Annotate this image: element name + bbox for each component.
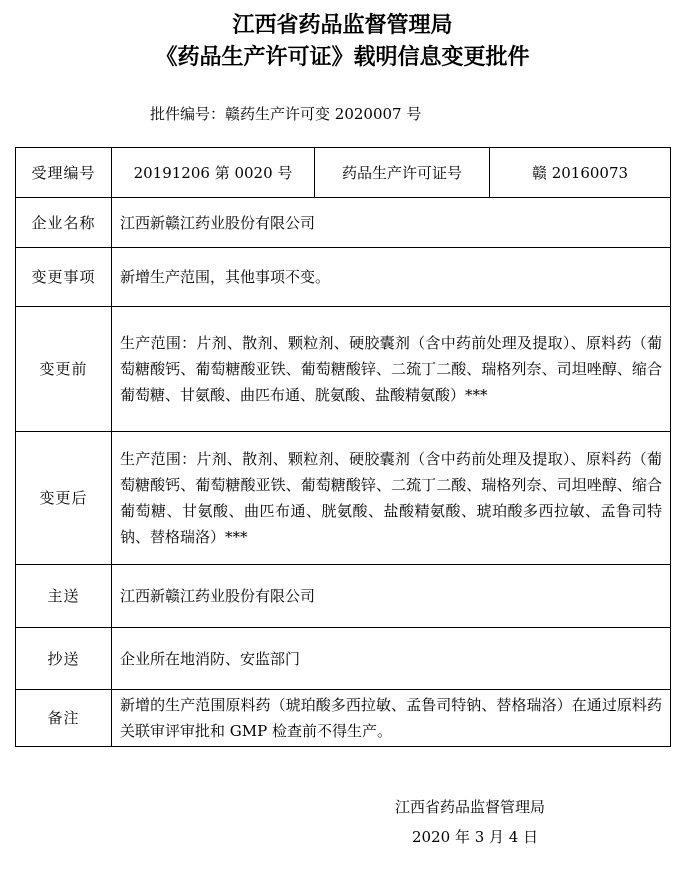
document-title-line1: 江西省药品监督管理局 bbox=[232, 13, 453, 38]
approval-info-table bbox=[15, 147, 671, 747]
table-row-acceptance bbox=[16, 148, 671, 198]
company-name-label: 企业名称 bbox=[16, 198, 112, 248]
document-title-line2: 《药品生产许可证》载明信息变更批件 bbox=[155, 45, 530, 70]
table-row-after bbox=[16, 432, 671, 565]
send-to-label: 主送 bbox=[16, 565, 112, 628]
approval-number: 批件编号：赣药生产许可变 2020007 号 bbox=[150, 105, 422, 123]
table-row-send-to bbox=[16, 565, 671, 628]
acceptance-number-label: 受理编号 bbox=[16, 148, 112, 198]
cc-value: 企业所在地消防、安监部门 bbox=[112, 628, 671, 690]
before-change-value: 生产范围：片剂、散剂、颗粒剂、硬胶囊剂（含中药前处理及提取）、原料药（葡萄糖酸钙、葡萄糖酸亚铁、葡萄糖酸锌、二巯丁二酸、瑞格列奈、司坦唑醇、缩合葡萄糖、甘氨酸、曲匹布通、胱氨酸、盐酸精氨酸）*** bbox=[112, 307, 671, 432]
table-row-before bbox=[16, 307, 671, 432]
acceptance-number-value: 20191206 第 0020 号 bbox=[112, 148, 315, 198]
issue-date: 2020 年 3 月 4 日 bbox=[412, 828, 539, 846]
issuing-organization: 江西省药品监督管理局 bbox=[395, 798, 546, 816]
license-number-label: 药品生产许可证号 bbox=[315, 148, 490, 198]
remark-value: 新增的生产范围原料药（琥珀酸多西拉敏、孟鲁司特钠、替格瑞洛）在通过原料药关联审评审批和 GMP 检查前不得生产。 bbox=[112, 690, 671, 747]
table-row-company bbox=[16, 198, 671, 248]
after-change-value: 生产范围：片剂、散剂、颗粒剂、硬胶囊剂（含中药前处理及提取）、原料药（葡萄糖酸钙、葡萄糖酸亚铁、葡萄糖酸锌、二巯丁二酸、瑞格列奈、司坦唑醇、缩合葡萄糖、甘氨酸、曲匹布通、胱氨酸、盐酸精氨酸、琥珀酸多西拉敏、孟鲁司特钠、替格瑞洛）*** bbox=[112, 432, 671, 565]
table-row-cc bbox=[16, 628, 671, 690]
before-change-label: 变更前 bbox=[16, 307, 112, 432]
after-change-label: 变更后 bbox=[16, 432, 112, 565]
table-row-change-item bbox=[16, 248, 671, 307]
company-name-value: 江西新赣江药业股份有限公司 bbox=[112, 198, 671, 248]
change-item-value: 新增生产范围，其他事项不变。 bbox=[112, 248, 671, 307]
license-number-value: 赣 20160073 bbox=[490, 148, 671, 198]
table-row-remark bbox=[16, 690, 671, 747]
remark-label: 备注 bbox=[16, 690, 112, 747]
send-to-value: 江西新赣江药业股份有限公司 bbox=[112, 565, 671, 628]
cc-label: 抄送 bbox=[16, 628, 112, 690]
change-item-label: 变更事项 bbox=[16, 248, 112, 307]
